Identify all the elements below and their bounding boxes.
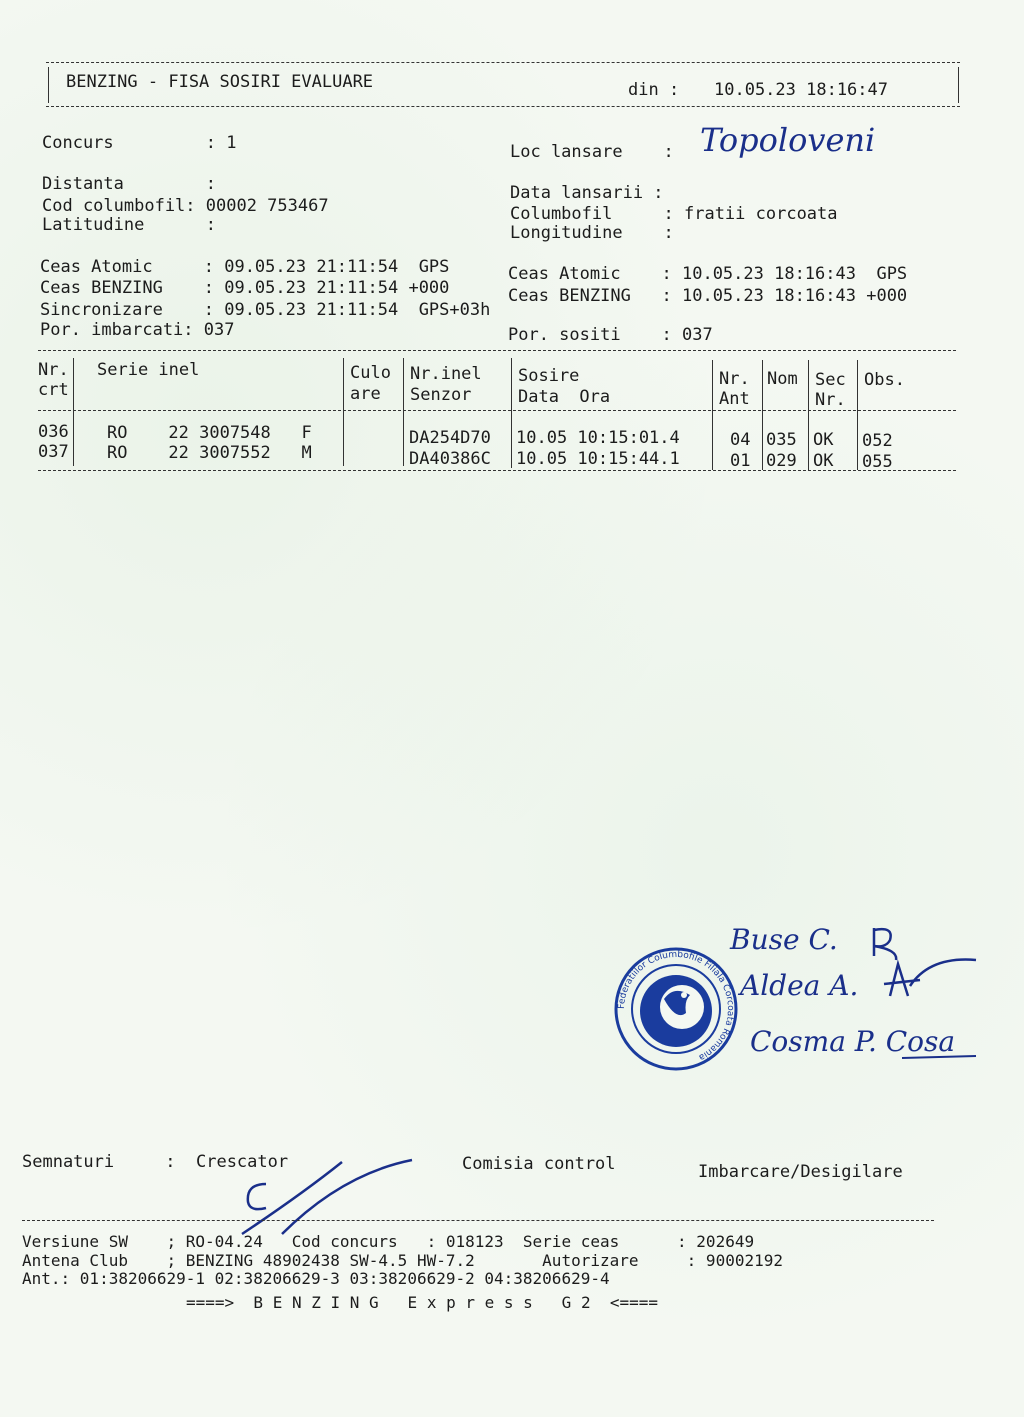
porumbei-imbarcati: Por. imbarcati: 037 xyxy=(40,320,235,340)
data-lansarii-line: Data lansarii : xyxy=(510,183,664,203)
columbofil-line: Columbofil : fratii corcoata xyxy=(510,204,838,224)
sincronizare-line: Sincronizare : 09.05.23 21:11:54 GPS+03h xyxy=(40,300,491,320)
crescator-signature xyxy=(222,1150,422,1240)
col-culo: Culo xyxy=(350,363,391,383)
col-crt: crt xyxy=(38,380,69,400)
table-top-rule xyxy=(38,350,956,351)
row-obs: 052 xyxy=(862,431,893,451)
date-value: 10.05.23 18:16:47 xyxy=(714,80,888,100)
col-ant: Ant xyxy=(719,389,750,409)
col-sec: Sec xyxy=(815,370,846,390)
col-nr-ant: Nr. xyxy=(719,369,750,389)
col-nr: Nr. xyxy=(38,360,69,380)
col-nr-inel: Nr.inel xyxy=(410,364,482,384)
cod-columbofil-line: Cod columbofil: 00002 753467 xyxy=(42,196,329,216)
imbarcare-desigilare-label: Imbarcare/Desigilare xyxy=(698,1162,903,1182)
footer-rule xyxy=(22,1220,934,1221)
loc-lansare-label: Loc lansare : xyxy=(510,142,674,162)
ceas-benzing-right: Ceas BENZING : 10.05.23 18:16:43 +000 xyxy=(508,286,908,306)
longitudine-line: Longitudine : xyxy=(510,223,674,243)
footer-versiune: Versiune SW ; RO-04.24 Cod concurs : 018123 Serie ceas : 202649 xyxy=(22,1232,755,1251)
signature-aldea: Aldea A. xyxy=(740,969,859,1002)
footer-benzing-express: ====> B E N Z I N G E x p r e s s G 2 <==== xyxy=(186,1293,659,1312)
signature-cosma: Cosma P. Cosa xyxy=(750,1025,956,1058)
footer-antene: Ant.: 01:38206629-1 02:38206629-3 03:38206629-2 04:38206629-4 xyxy=(22,1269,610,1288)
row-nom: 029 xyxy=(766,451,797,471)
row-obs: 055 xyxy=(862,452,893,472)
date-label: din : xyxy=(628,80,680,100)
row-nom: 035 xyxy=(766,430,797,450)
col-sec-nr: Nr. xyxy=(815,390,846,410)
col-divider xyxy=(762,360,763,470)
row-serie-inel: RO 22 3007552 M xyxy=(107,443,312,463)
document-title: BENZING - FISA SOSIRI EVALUARE xyxy=(66,72,374,92)
initial-mark-2 xyxy=(880,956,980,1006)
table-header-rule xyxy=(38,410,956,411)
ceas-atomic-left: Ceas Atomic : 09.05.23 21:11:54 GPS xyxy=(40,257,450,277)
distanta-line: Distanta : xyxy=(42,174,216,194)
underline-mark xyxy=(900,1050,980,1064)
col-senzor: Senzor xyxy=(410,385,472,405)
header-right-bar xyxy=(958,67,959,103)
concurs-line: Concurs : 1 xyxy=(42,133,237,153)
row-senzor: DA254D70 xyxy=(409,428,491,448)
col-divider xyxy=(403,358,404,466)
semnaturi-crescator-label: Semnaturi : Crescator xyxy=(22,1152,289,1172)
latitudine-line: Latitudine : xyxy=(42,215,216,235)
ceas-atomic-right: Ceas Atomic : 10.05.23 18:16:43 GPS xyxy=(508,264,908,284)
row-senzor: DA40386C xyxy=(409,449,491,469)
col-divider xyxy=(343,358,344,466)
table-bottom-rule xyxy=(38,470,956,471)
row-ant: 04 xyxy=(730,430,751,450)
col-divider xyxy=(73,358,74,466)
col-sosire: Sosire xyxy=(518,366,580,386)
col-nom: Nom xyxy=(767,369,798,389)
row-sec: OK xyxy=(813,430,834,450)
row-sosire: 10.05 10:15:01.4 xyxy=(516,428,680,448)
footer-antena: Antena Club ; BENZING 48902438 SW-4.5 HW-7.2 Autorizare : 90002192 xyxy=(22,1251,783,1270)
row-crt: 036 xyxy=(38,422,69,442)
col-obs: Obs. xyxy=(864,370,905,390)
svg-text:Federatiilor Columbofile Filia: Federatiilor Columbofile Filiala Corcoata Romania xyxy=(616,949,736,1063)
loc-lansare-handwritten: Topoloveni xyxy=(700,121,876,159)
header-bottom-rule xyxy=(46,106,960,107)
comisia-control-label: Comisia control xyxy=(462,1154,616,1174)
row-sosire: 10.05 10:15:44.1 xyxy=(516,449,680,469)
stamp-icon xyxy=(612,945,740,1073)
col-divider xyxy=(857,360,858,470)
col-are: are xyxy=(350,384,381,404)
col-divider xyxy=(712,360,713,470)
row-sec: OK xyxy=(813,451,834,471)
header-top-rule xyxy=(46,62,960,63)
header-left-bar xyxy=(48,67,49,103)
col-data-ora: Data Ora xyxy=(518,387,611,407)
ceas-benzing-left: Ceas BENZING : 09.05.23 21:11:54 +000 xyxy=(40,278,450,298)
col-divider xyxy=(808,360,809,470)
row-serie-inel: RO 22 3007548 F xyxy=(107,423,312,443)
signature-buse: Buse C. xyxy=(730,923,838,956)
porumbei-sositi: Por. sositi : 037 xyxy=(508,325,713,345)
col-divider xyxy=(511,358,512,468)
row-ant: 01 xyxy=(730,451,751,471)
row-crt: 037 xyxy=(38,442,69,462)
col-serie-inel: Serie inel xyxy=(97,360,200,380)
